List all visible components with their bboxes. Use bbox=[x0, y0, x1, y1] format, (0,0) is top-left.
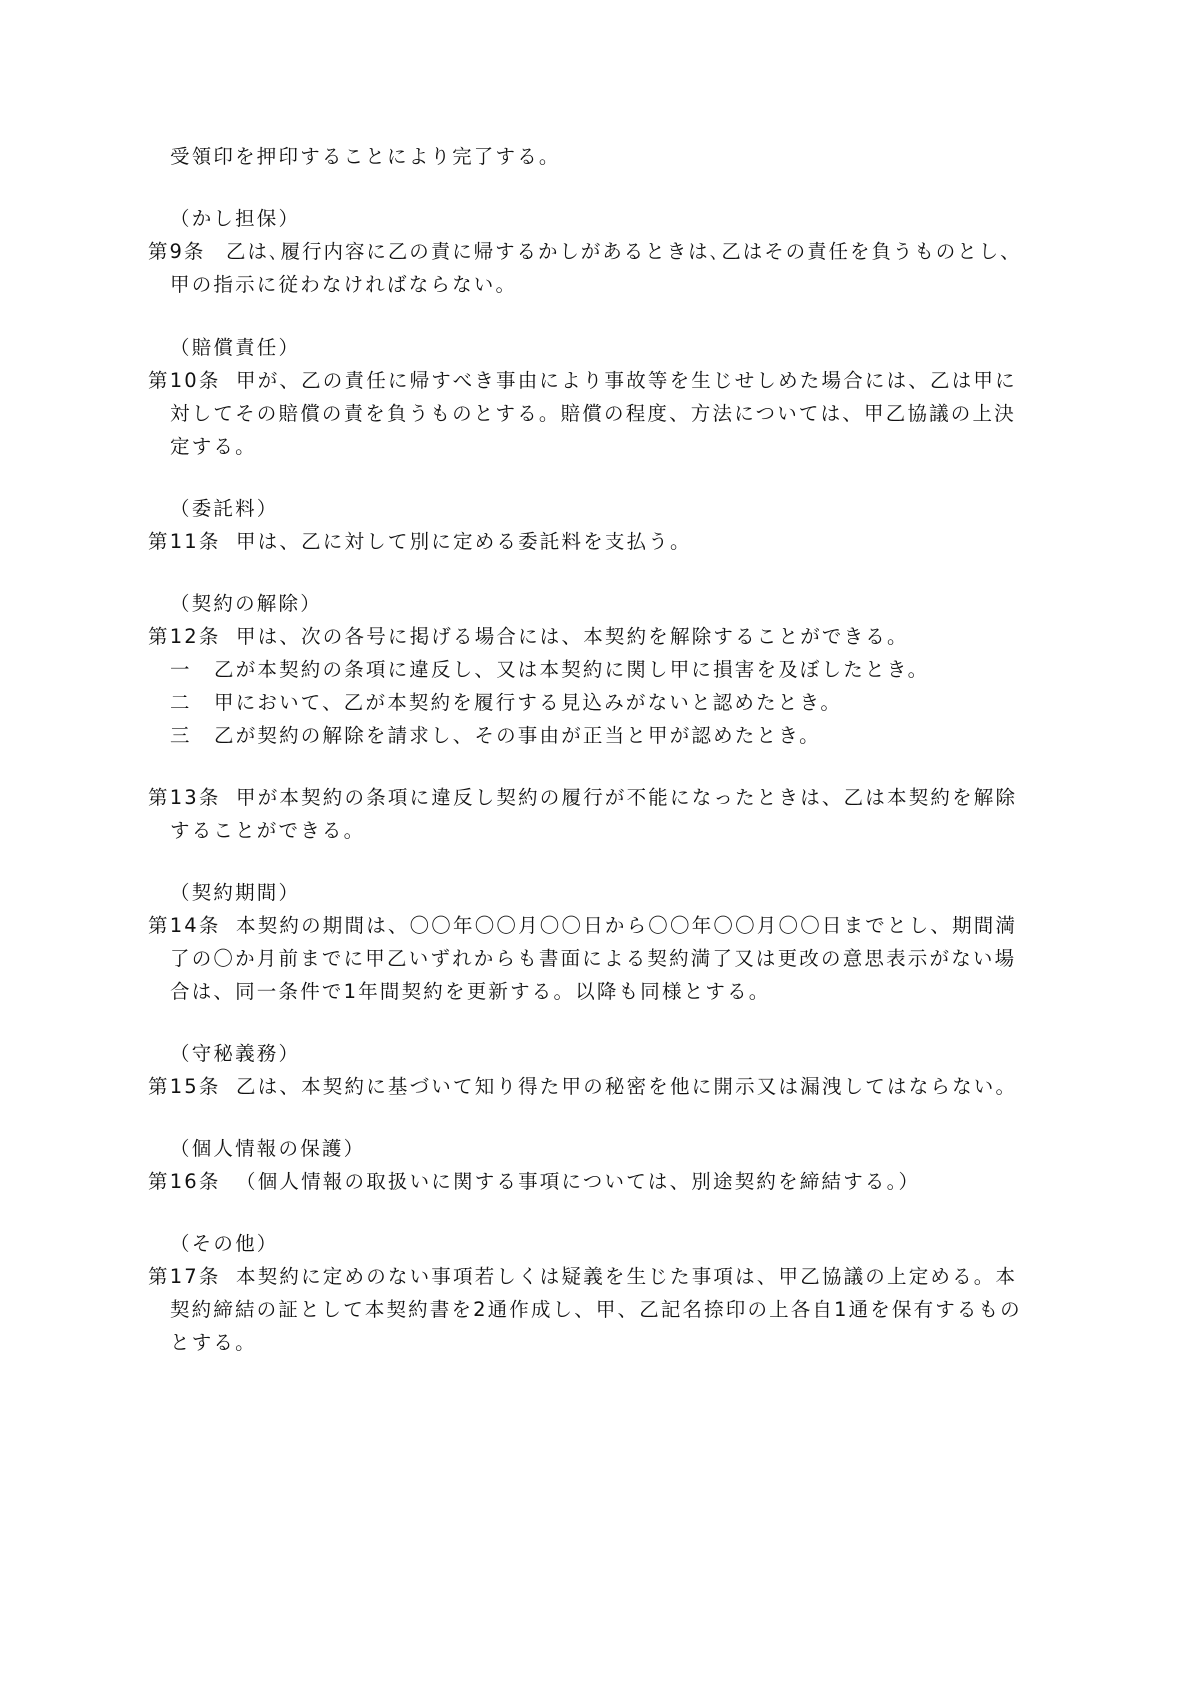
article-16 bbox=[148, 1170, 920, 1194]
article-number: 第17条 bbox=[148, 1265, 221, 1288]
article-10 bbox=[148, 369, 1017, 393]
item-number: 三 bbox=[170, 724, 192, 747]
article-15 bbox=[148, 1075, 1017, 1099]
list-item bbox=[170, 691, 842, 715]
article-heading-other: （その他） bbox=[170, 1232, 279, 1255]
article-14-continuation: 了の〇か月前までに甲乙いずれからも書面による契約満了又は更改の意思表示がない場 bbox=[170, 947, 1017, 970]
article-10-continuation: 対してその賠償の責を負うものとする。賠償の程度、方法については、甲乙協議の上決 bbox=[170, 402, 1016, 425]
article-17 bbox=[148, 1265, 1017, 1289]
article-14-continuation: 合は、同一条件で1年間契約を更新する。以降も同様とする。 bbox=[170, 980, 771, 1003]
article-text: 本契約に定めのない事項若しくは疑義を生じた事項は、甲乙協議の上定める。本 bbox=[236, 1265, 1018, 1288]
article-heading-privacy: （個人情報の保護） bbox=[170, 1137, 366, 1160]
article-17-continuation: 契約締結の証として本契約書を2通作成し、甲、乙記名捺印の上各自1通を保有するもの bbox=[170, 1298, 1022, 1321]
article-text: 本契約の期間は、〇〇年〇〇月〇〇日から〇〇年〇〇月〇〇日までとし、期間満 bbox=[236, 914, 1018, 937]
article-number: 第15条 bbox=[148, 1075, 221, 1098]
article-text: 甲は、乙に対して別に定める委託料を支払う。 bbox=[236, 530, 692, 553]
article-heading-fee: （委託料） bbox=[170, 497, 279, 520]
list-item bbox=[170, 724, 821, 748]
article-13 bbox=[148, 786, 1017, 810]
article-number: 第16条 bbox=[148, 1170, 221, 1193]
article-number: 第12条 bbox=[148, 625, 221, 648]
article-11 bbox=[148, 530, 692, 554]
article-number: 第9条 bbox=[148, 240, 206, 263]
article-13-continuation: することができる。 bbox=[170, 819, 366, 842]
item-text: 乙が契約の解除を請求し、その事由が正当と甲が認めたとき。 bbox=[214, 724, 821, 747]
item-text: 甲において、乙が本契約を履行する見込みがないと認めたとき。 bbox=[214, 691, 843, 714]
continuation-line: 受領印を押印することにより完了する。 bbox=[170, 145, 561, 168]
article-text: 甲が、乙の責任に帰すべき事由により事故等を生じせしめた場合には、乙は甲に bbox=[236, 369, 1017, 392]
item-text: 乙が本契約の条項に違反し、又は本契約に関し甲に損害を及ぼしたとき。 bbox=[214, 658, 930, 681]
article-17-continuation: とする。 bbox=[170, 1331, 257, 1354]
article-9 bbox=[148, 240, 1022, 264]
article-12 bbox=[148, 625, 909, 649]
article-number: 第13条 bbox=[148, 786, 221, 809]
list-item bbox=[170, 658, 929, 682]
item-number: 一 bbox=[170, 658, 192, 681]
article-text: 乙は､履行内容に乙の責に帰するかしがあるときは､乙はその責任を負うものとし、 bbox=[226, 240, 1022, 263]
article-text: 甲が本契約の条項に違反し契約の履行が不能になったときは、乙は本契約を解除 bbox=[236, 786, 1018, 809]
article-text: 乙は、本契約に基づいて知り得た甲の秘密を他に開示又は漏洩してはならない。 bbox=[236, 1075, 1018, 1098]
article-heading-warranty: （かし担保） bbox=[170, 207, 301, 230]
article-number: 第10条 bbox=[148, 369, 221, 392]
article-text: 甲は、次の各号に掲げる場合には、本契約を解除することができる。 bbox=[236, 625, 909, 648]
article-heading-confidentiality: （守秘義務） bbox=[170, 1042, 301, 1065]
article-heading-term: （契約期間） bbox=[170, 881, 301, 904]
article-heading-termination: （契約の解除） bbox=[170, 592, 322, 615]
article-number: 第11条 bbox=[148, 530, 221, 553]
article-10-continuation: 定する。 bbox=[170, 435, 257, 458]
article-number: 第14条 bbox=[148, 914, 221, 937]
article-14 bbox=[148, 914, 1017, 938]
article-9-continuation: 甲の指示に従わなければならない。 bbox=[170, 273, 518, 296]
article-heading-liability: （賠償責任） bbox=[170, 336, 301, 359]
article-text: （個人情報の取扱いに関する事項については、別途契約を締結する。） bbox=[236, 1170, 921, 1193]
item-number: 二 bbox=[170, 691, 192, 714]
